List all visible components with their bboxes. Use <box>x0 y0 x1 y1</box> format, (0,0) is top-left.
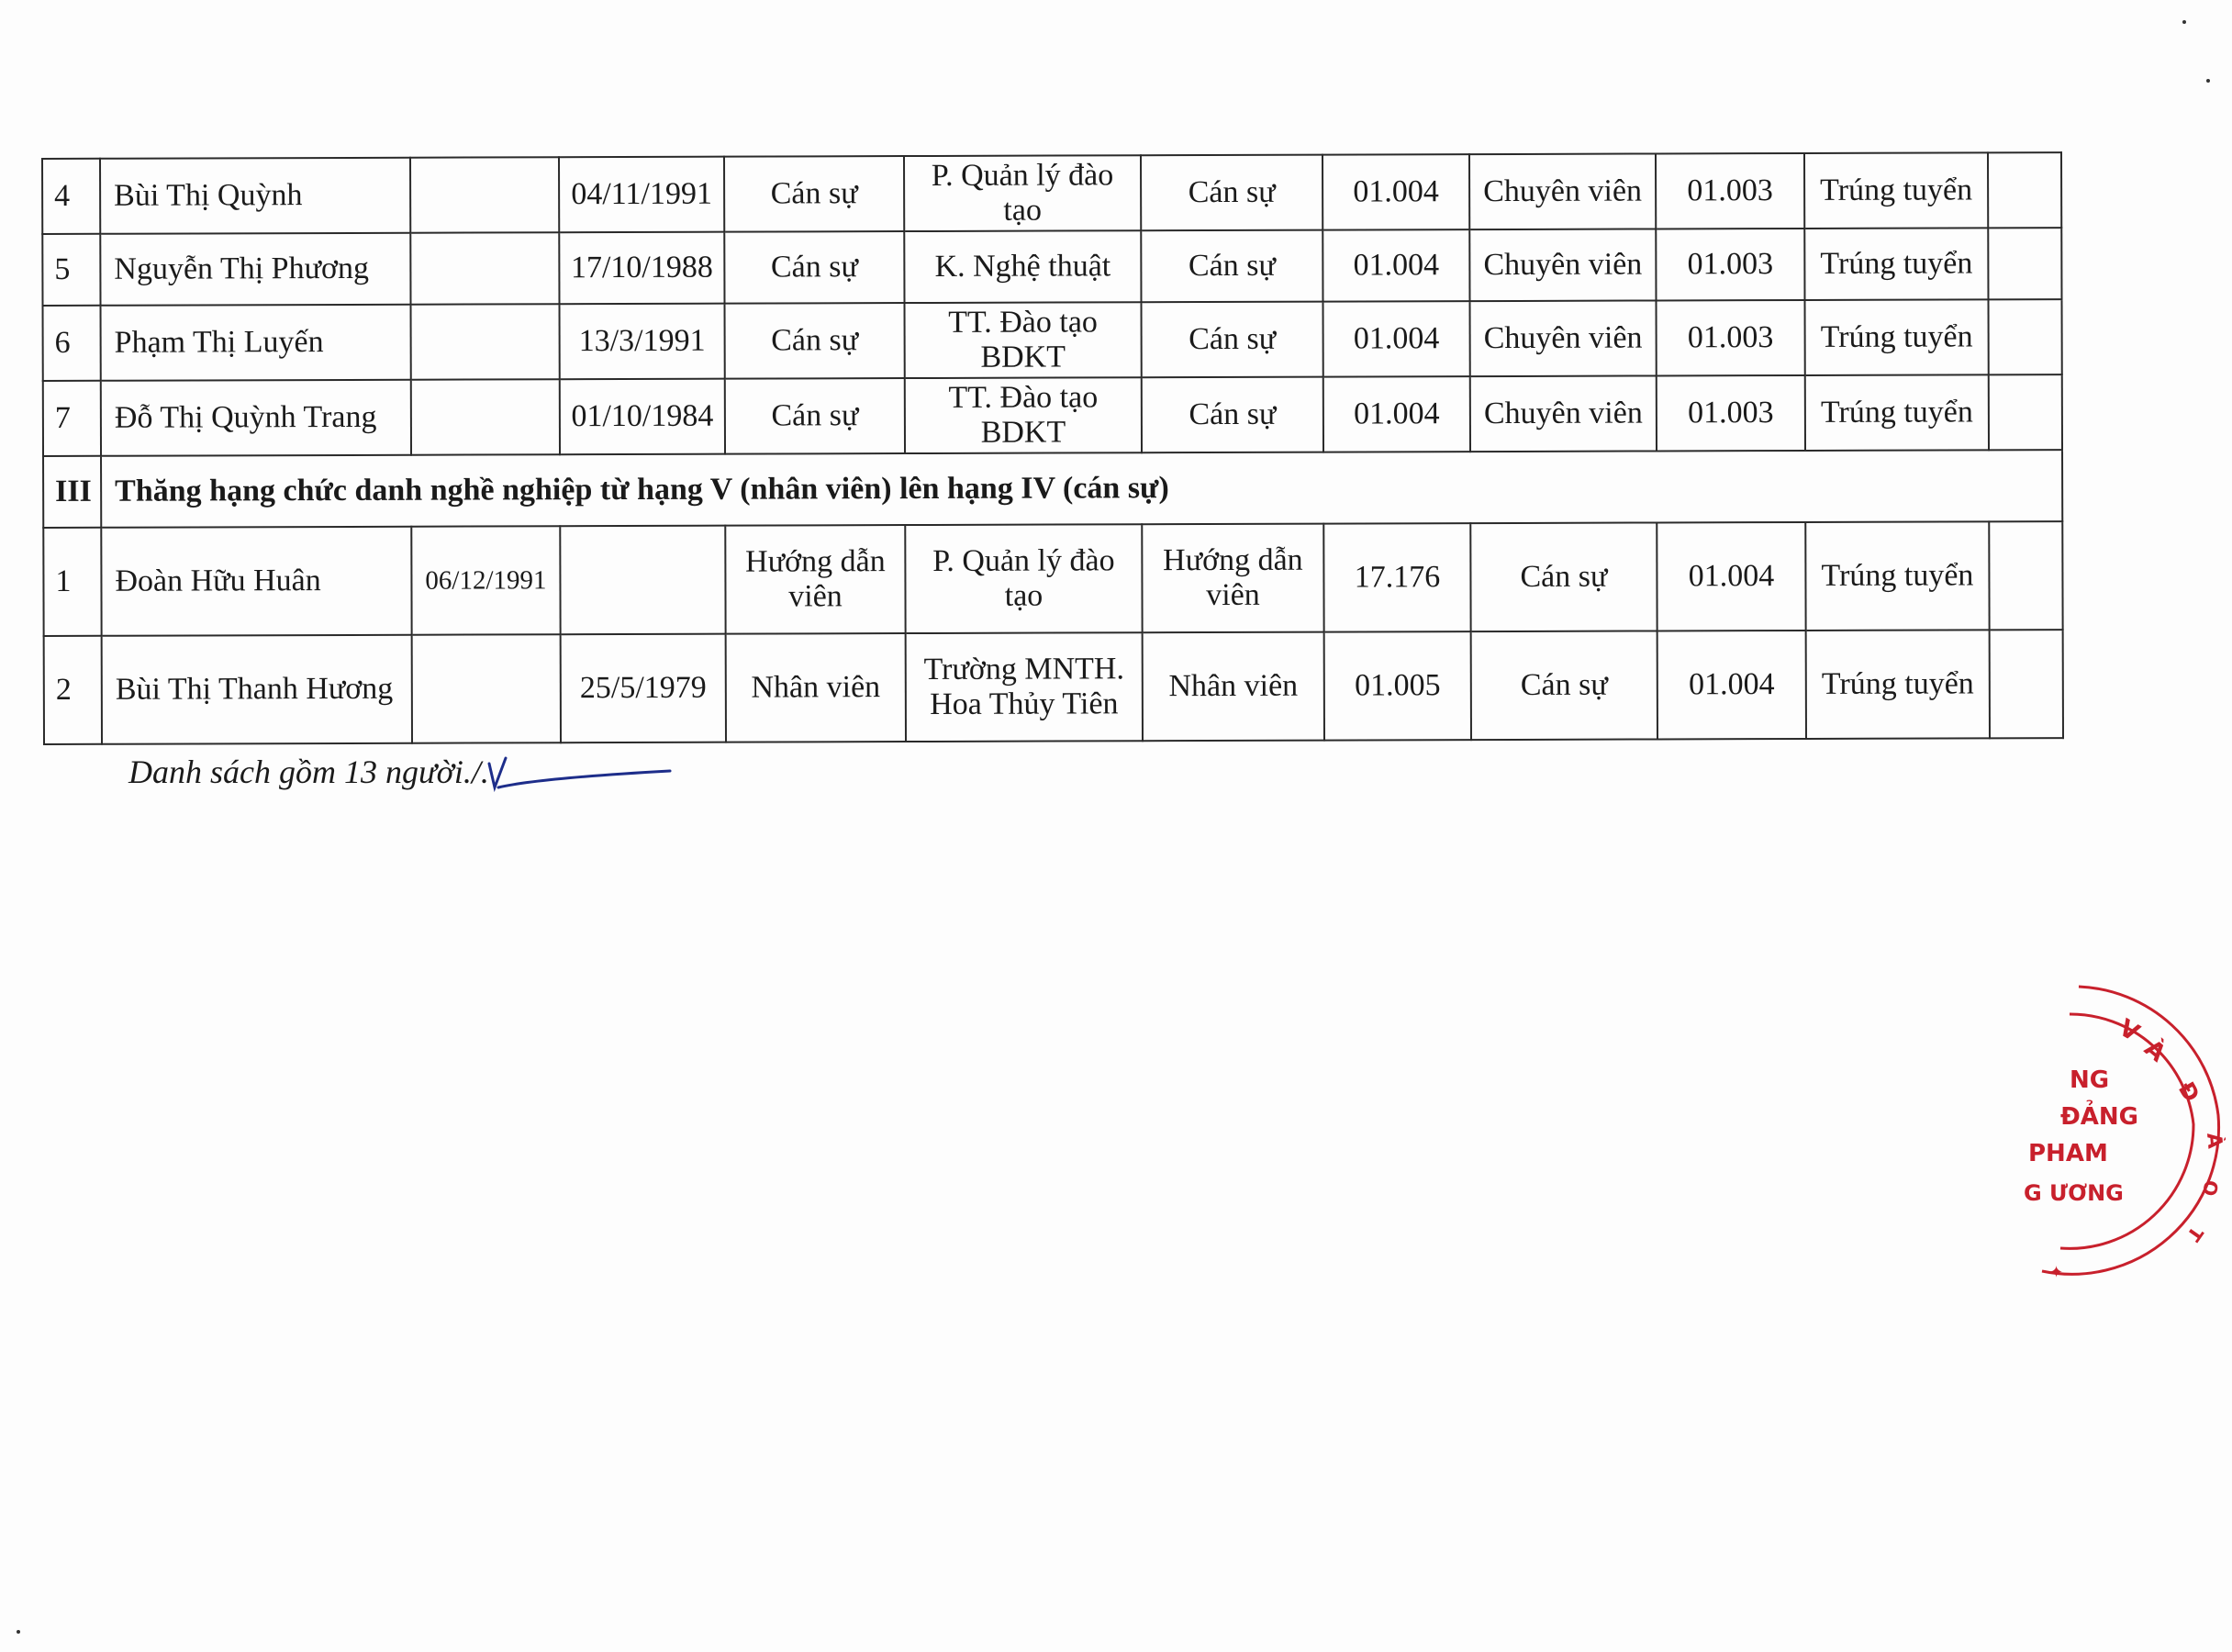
current-title-cell: Cán sự <box>724 156 904 232</box>
old-code-cell: 17.176 <box>1323 524 1470 633</box>
dob-male-cell <box>411 304 560 380</box>
name-cell: Bùi Thị Quỳnh <box>100 158 410 234</box>
table-row <box>43 299 2062 381</box>
current-title-cell: Cán sự <box>725 378 905 454</box>
dob-female-cell <box>560 526 725 635</box>
unit-cell: P. Quản lý đào tạo <box>905 525 1142 634</box>
dob-female-cell: 04/11/1991 <box>559 157 724 233</box>
new-code-cell: 01.003 <box>1656 300 1804 376</box>
old-code-cell: 01.004 <box>1322 229 1469 302</box>
result-cell: Trúng tuyển <box>1806 631 1990 740</box>
current-title-cell: Cán sự <box>725 303 905 379</box>
current-title-cell: Nhân viên <box>726 634 906 743</box>
svg-text:Đ: Đ <box>2172 1077 2205 1107</box>
new-code-cell: 01.003 <box>1656 229 1804 301</box>
new-rank-cell: Chuyên viên <box>1469 153 1656 229</box>
unit-cell: K. Nghệ thuật <box>904 230 1141 303</box>
unit-cell: TT. Đào tạo BDKT <box>905 302 1142 378</box>
dob-female-cell: 01/10/1984 <box>560 379 725 455</box>
stt-cell: 6 <box>43 306 101 381</box>
stt-cell: 2 <box>44 636 102 744</box>
list-count-note: Danh sách gồm 13 người./. <box>128 753 489 790</box>
stt-cell: 7 <box>43 381 101 456</box>
svg-text:NG: NG <box>2070 1066 2110 1094</box>
old-code-cell: 01.005 <box>1324 632 1471 742</box>
new-code-cell: 01.004 <box>1657 522 1805 631</box>
name-cell: Đỗ Thị Quỳnh Trang <box>101 380 411 456</box>
old-rank-cell: Cán sự <box>1141 155 1322 231</box>
scan-speck <box>17 1630 20 1634</box>
dob-female-cell: 17/10/1988 <box>559 232 724 305</box>
old-rank-cell: Nhân viên <box>1143 632 1324 742</box>
old-code-cell: 01.004 <box>1322 301 1469 377</box>
result-cell: Trúng tuyển <box>1805 375 1989 452</box>
new-rank-cell: Chuyên viên <box>1469 229 1656 302</box>
dob-female-cell: 13/3/1991 <box>560 304 725 380</box>
result-cell: Trúng tuyển <box>1804 228 1988 300</box>
unit-cell: Trường MNTH. Hoa Thủy Tiên <box>906 633 1143 742</box>
dob-male-cell <box>410 232 559 305</box>
result-cell: Trúng tuyển <box>1805 522 1989 631</box>
new-code-cell: 01.003 <box>1656 153 1804 229</box>
roster-table <box>41 151 2064 745</box>
table-row <box>42 228 2061 306</box>
current-title-cell: Hướng dẫn viên <box>725 526 905 635</box>
unit-cell: P. Quản lý đào tạo <box>904 155 1141 231</box>
table-row <box>43 374 2062 456</box>
table-row <box>44 631 2063 745</box>
svg-text:À: À <box>2202 1132 2226 1150</box>
new-code-cell: 01.004 <box>1657 631 1806 740</box>
old-rank-cell: Cán sự <box>1141 230 1322 303</box>
old-code-cell: 01.004 <box>1323 376 1470 452</box>
note-cell <box>1990 631 2063 739</box>
dob-male-cell <box>411 380 560 456</box>
scan-speck <box>2182 20 2186 24</box>
old-code-cell: 01.004 <box>1322 154 1469 230</box>
stt-cell: 4 <box>42 159 100 234</box>
new-code-cell: 01.003 <box>1657 375 1805 452</box>
svg-text:ĐẢNG: ĐẢNG <box>2060 1103 2139 1131</box>
scan-speck <box>2206 79 2210 83</box>
name-cell: Đoàn Hữu Huân <box>101 527 411 636</box>
old-rank-cell: Cán sự <box>1142 377 1323 453</box>
svg-text:G ƯƠNG: G ƯƠNG <box>2024 1180 2124 1206</box>
name-cell: Nguyễn Thị Phương <box>100 233 410 306</box>
new-rank-cell: Cán sự <box>1470 523 1657 632</box>
new-rank-cell: Chuyên viên <box>1469 301 1656 377</box>
svg-text:V: V <box>2114 1014 2144 1048</box>
section-title: Thăng hạng chức danh nghề nghiệp từ hạng V (nhân viên) lên hạng IV (cán sự) <box>101 451 2062 529</box>
unit-cell: TT. Đào tạo BDKT <box>905 378 1142 454</box>
svg-text:À: À <box>2138 1034 2171 1068</box>
result-cell: Trúng tuyển <box>1804 152 1988 229</box>
section-number: III <box>43 456 101 528</box>
table-row <box>43 522 2062 637</box>
note-cell <box>1988 152 2061 228</box>
note-cell <box>1989 522 2062 631</box>
stt-cell: 1 <box>43 528 101 636</box>
stt-cell: 5 <box>42 234 100 306</box>
name-cell: Phạm Thị Luyến <box>101 305 411 381</box>
svg-text:✦: ✦ <box>2049 1263 2064 1282</box>
official-seal <box>2014 977 2226 1294</box>
dob-male-cell <box>410 157 559 233</box>
svg-text:O: O <box>2198 1178 2223 1199</box>
new-rank-cell: Cán sự <box>1471 631 1657 741</box>
note-cell <box>1988 299 2061 374</box>
svg-text:T: T <box>2182 1222 2208 1246</box>
current-title-cell: Cán sự <box>724 231 904 304</box>
dob-male-cell <box>412 635 561 744</box>
table-row <box>42 152 2061 234</box>
old-rank-cell: Cán sự <box>1142 302 1323 378</box>
old-rank-cell: Hướng dẫn viên <box>1142 524 1323 633</box>
result-cell: Trúng tuyển <box>1804 299 1988 375</box>
svg-text:PHAM: PHAM <box>2028 1140 2108 1167</box>
dob-male-cell: 06/12/1991 <box>411 527 560 636</box>
name-cell: Bùi Thị Thanh Hương <box>102 635 412 744</box>
section-header-row <box>43 451 2062 529</box>
initial-signature <box>482 751 675 797</box>
dob-female-cell: 25/5/1979 <box>561 634 726 743</box>
note-cell <box>1989 374 2062 450</box>
new-rank-cell: Chuyên viên <box>1470 376 1657 452</box>
note-cell <box>1988 228 2061 299</box>
